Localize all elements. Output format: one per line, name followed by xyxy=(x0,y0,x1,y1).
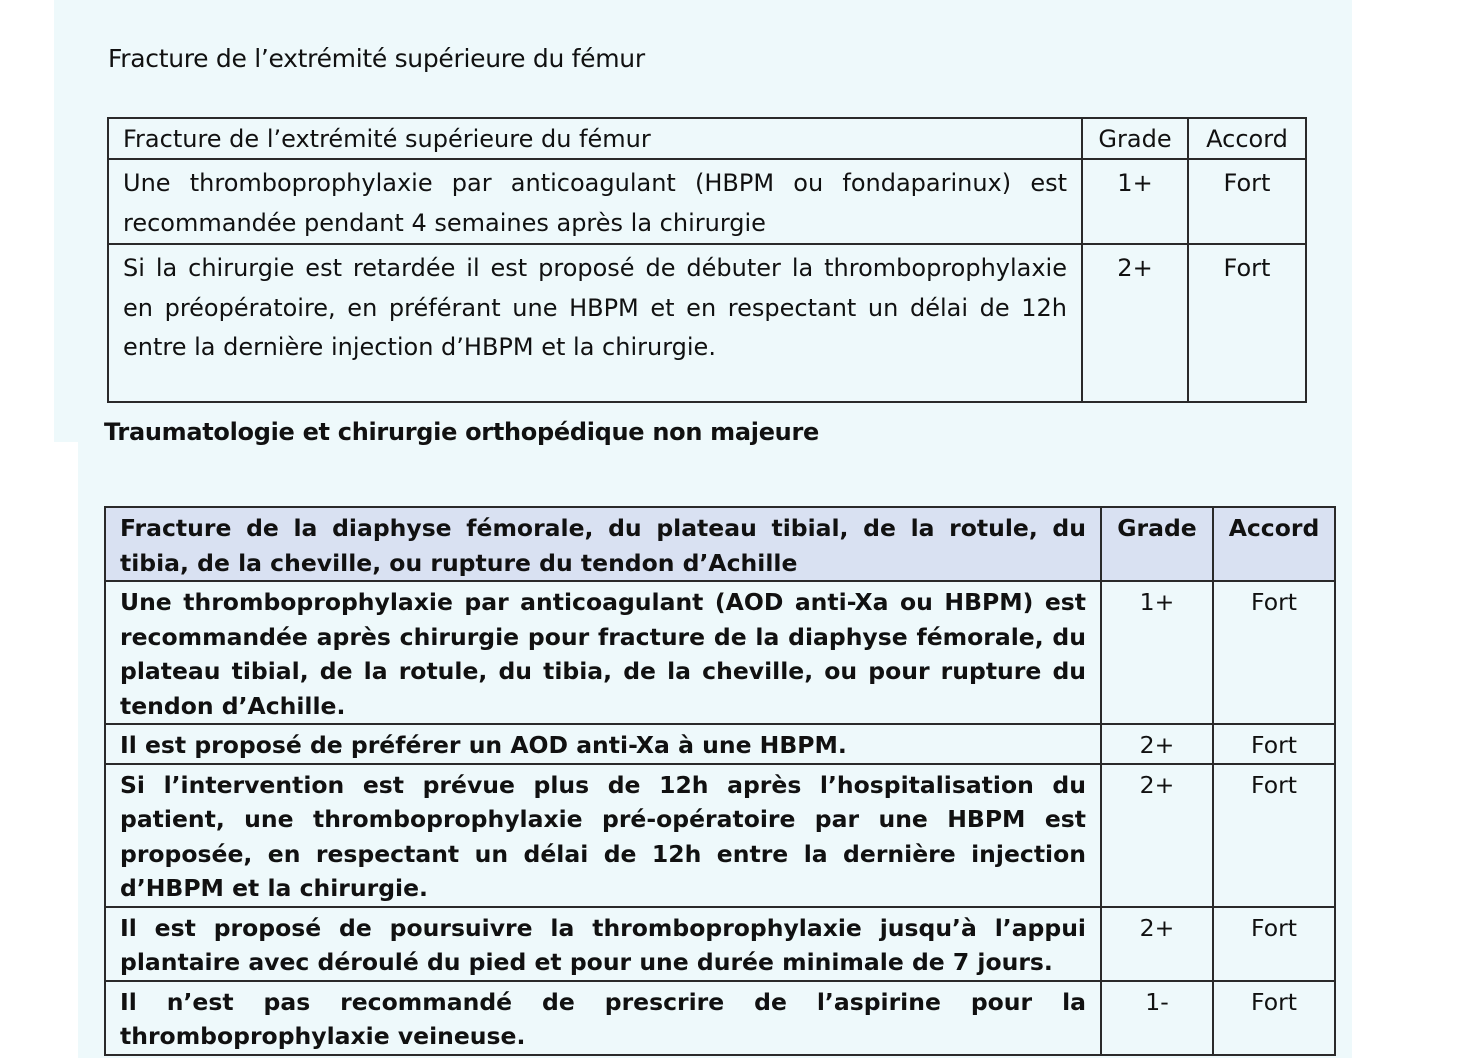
table-trauma-non-major xyxy=(104,506,1336,1056)
table-row xyxy=(105,581,1335,724)
table-femur-fracture xyxy=(107,117,1307,403)
table-row xyxy=(105,981,1335,1055)
header-cell-grade: Grade xyxy=(1082,118,1188,159)
grade-value: 2+ xyxy=(1101,724,1213,764)
accord-value: Fort xyxy=(1213,724,1335,764)
recommendation-text: Il est proposé de poursuivre la thromboprophylaxie jusqu’à l’appui plantaire avec déroulé du pied et pour une durée minimale de 7 jours. xyxy=(105,907,1101,981)
table-header-row xyxy=(105,507,1335,581)
accord-value: Fort xyxy=(1188,244,1306,402)
accord-value: Fort xyxy=(1213,907,1335,981)
table-row xyxy=(108,244,1306,402)
recommendation-text: Une thromboprophylaxie par anticoagulant (HBPM ou fondaparinux) est recommandée pendant 4 semaines après la chirurgie xyxy=(108,159,1082,244)
table-row xyxy=(108,159,1306,244)
section-heading-trauma: Traumatologie et chirurgie orthopédique non majeure xyxy=(104,418,819,446)
grade-value: 2+ xyxy=(1101,907,1213,981)
recommendation-text: Il n’est pas recommandé de prescrire de l’aspirine pour la thromboprophylaxie veineuse. xyxy=(105,981,1101,1055)
recommendation-text: Il est proposé de préférer un AOD anti-Xa à une HBPM. xyxy=(105,724,1101,764)
grade-value: 2+ xyxy=(1082,244,1188,402)
grade-value: 1+ xyxy=(1082,159,1188,244)
table-row xyxy=(105,907,1335,981)
grade-value: 1- xyxy=(1101,981,1213,1055)
grade-value: 1+ xyxy=(1101,581,1213,724)
header-cell-topic: Fracture de l’extrémité supérieure du fémur xyxy=(108,118,1082,159)
table-header-row xyxy=(108,118,1306,159)
section-heading-femur: Fracture de l’extrémité supérieure du fémur xyxy=(108,44,645,73)
header-cell-topic: Fracture de la diaphyse fémorale, du plateau tibial, de la rotule, du tibia, de la cheville, ou rupture du tendon d’Achille xyxy=(105,507,1101,581)
header-cell-accord: Accord xyxy=(1213,507,1335,581)
accord-value: Fort xyxy=(1213,981,1335,1055)
accord-value: Fort xyxy=(1213,581,1335,724)
table-row xyxy=(105,764,1335,907)
recommendation-text: Si la chirurgie est retardée il est proposé de débuter la thromboprophylaxie en préopératoire, en préférant une HBPM et en respectant un délai de 12h entre la dernière injection d’HBPM et la chirurgie. xyxy=(108,244,1082,402)
header-cell-grade: Grade xyxy=(1101,507,1213,581)
grade-value: 2+ xyxy=(1101,764,1213,907)
accord-value: Fort xyxy=(1188,159,1306,244)
accord-value: Fort xyxy=(1213,764,1335,907)
recommendation-text: Si l’intervention est prévue plus de 12h après l’hospitalisation du patient, une thromboprophylaxie pré-opératoire par une HBPM est proposée, en respectant un délai de 12h entre la dernière injection d’HBPM et la chirurgie. xyxy=(105,764,1101,907)
recommendation-text: Une thromboprophylaxie par anticoagulant (AOD anti-Xa ou HBPM) est recommandée après chirurgie pour fracture de la diaphyse fémorale, du plateau tibial, de la rotule, du tibia, de la cheville, ou pour rupture du tendon d’Achille. xyxy=(105,581,1101,724)
table-row xyxy=(105,724,1335,764)
header-cell-accord: Accord xyxy=(1188,118,1306,159)
